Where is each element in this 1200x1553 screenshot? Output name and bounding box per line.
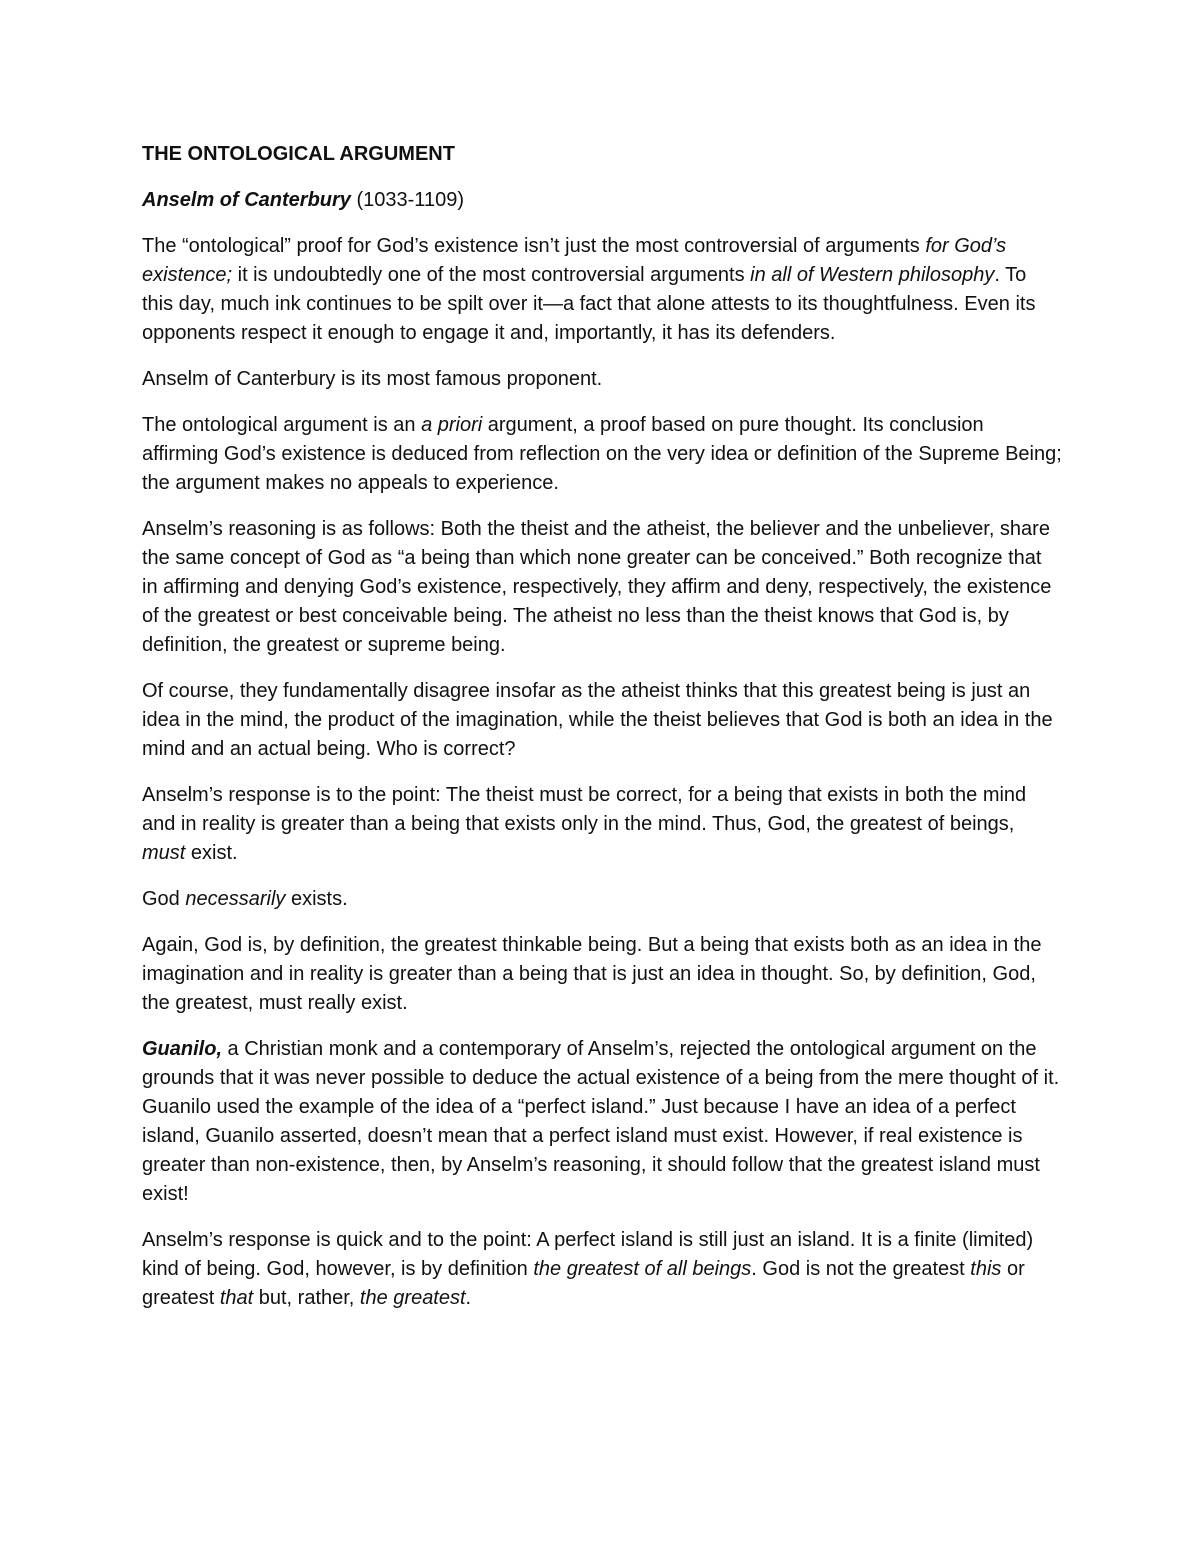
paragraph-intro xyxy=(142,232,1062,348)
author-name: Anselm of Canterbury xyxy=(142,189,351,211)
guanilo-name: Guanilo, xyxy=(142,1038,222,1060)
text-span: . God is not the greatest xyxy=(751,1258,971,1280)
paragraph-proponent: Anselm of Canterbury is its most famous proponent. xyxy=(142,368,603,390)
text-span: but, rather, xyxy=(253,1287,360,1309)
text-span: . To this day, much ink continues to be spilt over it—a fact that alone attests to its thoughtfulness. Even its opponents respect it enough to engage it and, importantly, it has its defenders. xyxy=(142,264,1036,344)
paragraph-restatement: Again, God is, by definition, the greatest thinkable being. But a being that exists both as an idea in the imagination and in reality is greater than a being that is just an idea in thought. So, by definition, God, the greatest, must really exist. xyxy=(142,934,1042,1014)
text-span: Anselm’s response is to the point: The theist must be correct, for a being that exists in both the mind and in reality is greater than a being that exists only in the mind. Thus, God, the greatest of beings, xyxy=(142,784,1027,835)
text-span: exist. xyxy=(185,842,238,864)
emphasis-span: for God’s existence; xyxy=(142,235,1007,286)
text-span: The “ontological” proof for God’s existence isn’t just the most controversial of arguments xyxy=(142,235,926,257)
text-span: argument, a proof based on pure thought. Its conclusion affirming God’s existence is deduced from reflection on the very idea or definition of the Supreme Being; the argument makes no appeals to experience. xyxy=(142,414,1062,494)
emphasis-span: necessarily xyxy=(185,888,286,910)
text-span: The ontological argument is an xyxy=(142,414,422,436)
byline xyxy=(142,186,1062,215)
emphasis-span: this xyxy=(970,1258,1002,1280)
paragraph-a-priori xyxy=(142,411,1062,498)
paragraph-disagreement: Of course, they fundamentally disagree insofar as the atheist thinks that this greatest being is just an idea in the mind, the product of the imagination, while the theist believes that God is both an idea in the mind and an actual being. Who is correct? xyxy=(142,680,1053,760)
paragraph-response xyxy=(142,781,1062,868)
emphasis-span: that xyxy=(219,1287,254,1309)
text-span: exists. xyxy=(285,888,348,910)
text-span: Anselm’s response is quick and to the point: A perfect island is still just an island. It is a finite (limited) kind of being. God, however, is by definition xyxy=(142,1229,1034,1280)
paragraph-anselm-reply xyxy=(142,1226,1062,1313)
emphasis-span: must xyxy=(142,842,186,864)
text-span: it is undoubtedly one of the most controversial arguments xyxy=(232,264,751,286)
text-span: . xyxy=(465,1287,472,1309)
text-span: God xyxy=(142,888,186,910)
emphasis-span: in all of Western philosophy xyxy=(750,264,995,286)
text-span: a Christian monk and a contemporary of Anselm’s, rejected the ontological argument on the grounds that it was never possible to deduce the actual existence of a being from the mere thought of it. Guanilo used the example of the idea of a “perfect island.” Just because I have an idea of a perfect island, Guanilo asserted, doesn’t mean that a perfect island must exist. However, if real existence is greater than non-existence, then, by Anselm’s reasoning, it should follow that the greatest island must exist! xyxy=(142,1038,1060,1205)
author-dates: (1033-1109) xyxy=(350,189,464,211)
emphasis-span: the greatest xyxy=(359,1287,466,1309)
document-title: THE ONTOLOGICAL ARGUMENT xyxy=(142,143,455,165)
emphasis-span: a priori xyxy=(421,414,483,436)
paragraph-reasoning: Anselm’s reasoning is as follows: Both the theist and the atheist, the believer and the unbeliever, share the same concept of God as “a being than which none greater can be conceived.” Both recognize that in affirming and denying God’s existence, respectively, they affirm and deny, respectively, the existence of the greatest or best conceivable being. The atheist no less than the theist knows that God is, by definition, the greatest or supreme being. xyxy=(142,518,1052,656)
paragraph-necessity xyxy=(142,885,1062,914)
text-span: or greatest xyxy=(142,1258,1025,1309)
document-page xyxy=(142,140,1062,1330)
emphasis-span: the greatest of all beings xyxy=(533,1258,752,1280)
paragraph-guanilo xyxy=(142,1035,1062,1209)
